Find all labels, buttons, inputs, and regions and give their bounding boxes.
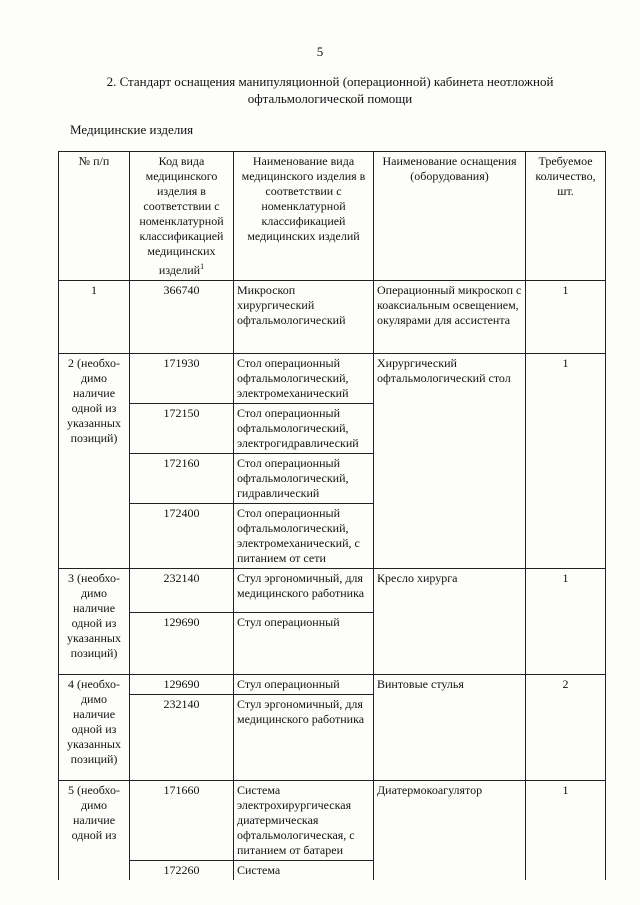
quantity: 1 — [526, 569, 606, 675]
row-num: 4 (необхо-димо наличие одной из указанных позиций) — [59, 675, 130, 781]
item-code: 129690 — [130, 613, 234, 675]
quantity: 1 — [526, 281, 606, 354]
item-code: 172260 — [130, 861, 234, 881]
header-qty: Требуемое количество, шт. — [526, 152, 606, 281]
row-num: 5 (необхо-димо наличие одной из — [59, 781, 130, 881]
row-num: 1 — [59, 281, 130, 354]
item-code: 171930 — [130, 354, 234, 404]
equipment-name: Винтовые стулья — [374, 675, 526, 781]
equipment-name: Хирургический офтальмологический стол — [374, 354, 526, 569]
quantity: 2 — [526, 675, 606, 781]
row-num: 2 (необхо-димо наличие одной из указанных позиций) — [59, 354, 130, 569]
section-label: Медицинские изделия — [70, 122, 194, 137]
item-code: 366740 — [130, 281, 234, 354]
item-name: Стул операционный — [234, 675, 374, 695]
item-name: Стул эргономичный, для медицинского работника — [234, 695, 374, 781]
item-name: Система электрохирургическая диатермическая офтальмологическая, с питанием от батареи — [234, 781, 374, 861]
item-code: 172160 — [130, 454, 234, 504]
table-row — [59, 569, 606, 613]
header-num: № п/п — [59, 152, 130, 281]
table-row — [59, 281, 606, 354]
document-heading: 2. Стандарт оснащения манипуляционной (операционной) кабинета неотложной офтальмологической помощи — [106, 74, 554, 106]
item-code: 172400 — [130, 504, 234, 569]
table-row — [59, 781, 606, 861]
quantity: 1 — [526, 354, 606, 569]
equipment-name: Кресло хирурга — [374, 569, 526, 675]
header-equipment: Наименование оснащения (оборудования) — [374, 152, 526, 281]
equipment-name: Операционный микроскоп с коаксиальным освещением, окулярами для ассистента — [374, 281, 526, 354]
item-code: 232140 — [130, 569, 234, 613]
equipment-name: Диатермокоагулятор — [374, 781, 526, 881]
header-footnote: 1 — [200, 262, 205, 271]
item-name: Стул операционный — [234, 613, 374, 675]
quantity: 1 — [526, 781, 606, 881]
item-name: Микроскоп хирургический офтальмологический — [234, 281, 374, 354]
table-header-row — [59, 152, 606, 281]
item-code: 129690 — [130, 675, 234, 695]
page-number: 5 — [316, 44, 324, 59]
item-name: Стол операционный офтальмологический, электрогидравлический — [234, 404, 374, 454]
equipment-table — [58, 151, 606, 880]
item-name: Стол операционный офтальмологический, электромеханический, с питанием от сети — [234, 504, 374, 569]
header-code-text: Код вида медицинского изделия в соответствии с номенклатурной классификацией медицинских изделий — [139, 154, 224, 277]
item-name: Система — [234, 861, 374, 881]
table-row — [59, 675, 606, 695]
item-name: Стол операционный офтальмологический, электромеханический — [234, 354, 374, 404]
header-code — [130, 152, 234, 281]
table-row — [59, 354, 606, 404]
item-code: 232140 — [130, 695, 234, 781]
item-code: 172150 — [130, 404, 234, 454]
item-name: Стул эргономичный, для медицинского работника — [234, 569, 374, 613]
item-name: Стол операционный офтальмологический, гидравлический — [234, 454, 374, 504]
item-code: 171660 — [130, 781, 234, 861]
header-kind-name: Наименование вида медицинского изделия в соответствии с номенклатурной классификацией медицинских изделий — [234, 152, 374, 281]
row-num: 3 (необхо-димо наличие одной из указанных позиций) — [59, 569, 130, 675]
